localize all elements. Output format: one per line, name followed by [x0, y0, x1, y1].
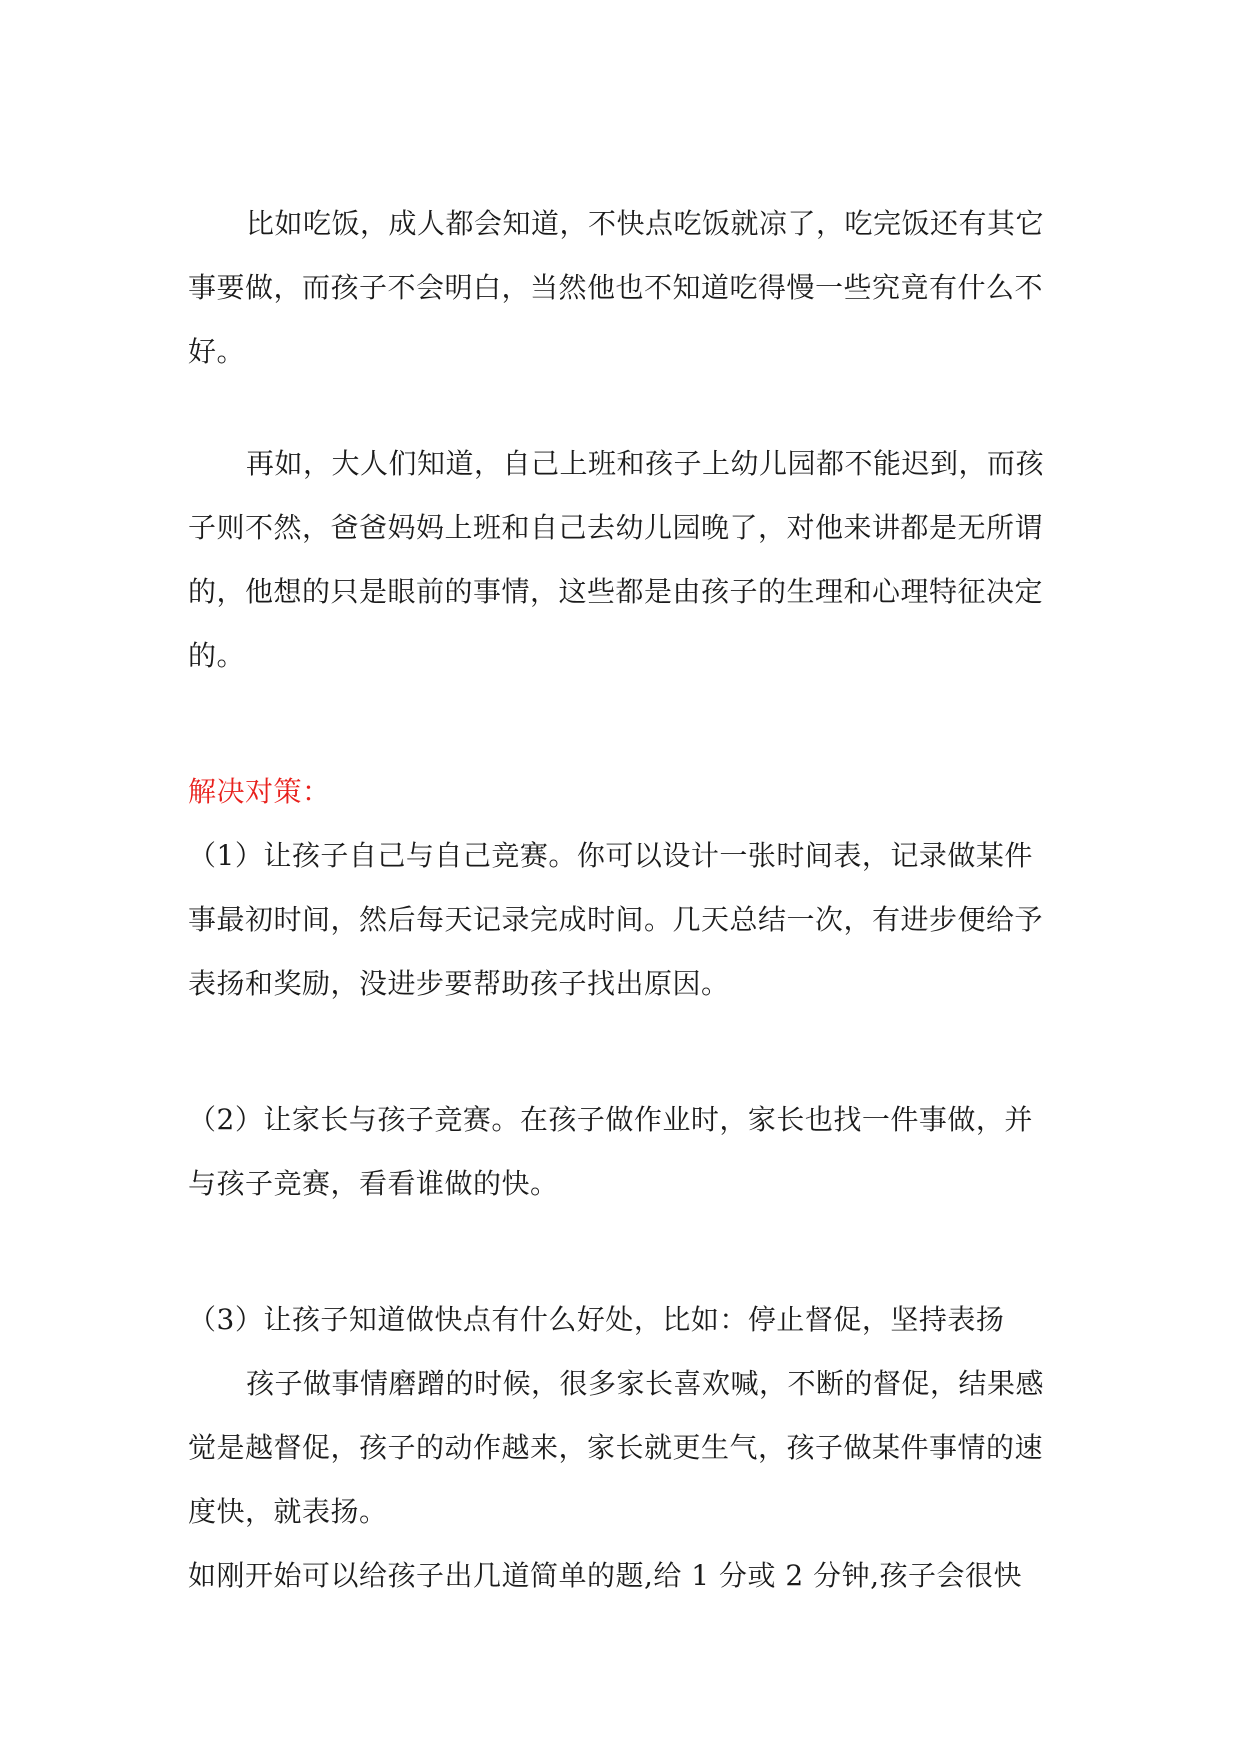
solutions-heading: 解决对策： — [188, 775, 331, 808]
paragraph-spacer — [188, 1016, 1060, 1088]
document-body — [188, 192, 1060, 1608]
paragraph-spacer — [188, 384, 1060, 432]
paragraph-praise: 孩子做事情磨蹭的时候，很多家长喜欢喊，不断的督促，结果感觉是越督促，孩子的动作越来，家长就更生气，孩子做某件事情的速度快，就表扬。 — [188, 1367, 1045, 1528]
paragraph-spacer — [188, 1216, 1060, 1288]
paragraph-example-problems: 如刚开始可以给孩子出几道简单的题,给 1 分或 2 分钟,孩子会很快 — [188, 1559, 1023, 1592]
paragraph-lateness-example: 再如，大人们知道，自己上班和孩子上幼儿园都不能迟到，而孩子则不然，爸爸妈妈上班和自己去幼儿园晚了，对他来讲都是无所谓的，他想的只是眼前的事情，这些都是由孩子的生理和心理特征决定的。 — [188, 447, 1045, 672]
solution-item-3: （3）让孩子知道做快点有什么好处，比如：停止督促，坚持表扬 — [188, 1303, 1005, 1336]
solution-item-2: （2）让家长与孩子竞赛。在孩子做作业时，家长也找一件事做，并与孩子竞赛，看看谁做的快。 — [188, 1103, 1033, 1200]
paragraph-eating-example: 比如吃饭，成人都会知道，不快点吃饭就凉了，吃完饭还有其它事要做，而孩子不会明白，当然他也不知道吃得慢一些究竟有什么不好。 — [188, 207, 1045, 368]
paragraph-spacer — [188, 688, 1060, 760]
solution-item-1: （1）让孩子自己与自己竞赛。你可以设计一张时间表，记录做某件事最初时间，然后每天记录完成时间。几天总结一次，有进步便给予表扬和奖励，没进步要帮助孩子找出原因。 — [188, 839, 1044, 1000]
